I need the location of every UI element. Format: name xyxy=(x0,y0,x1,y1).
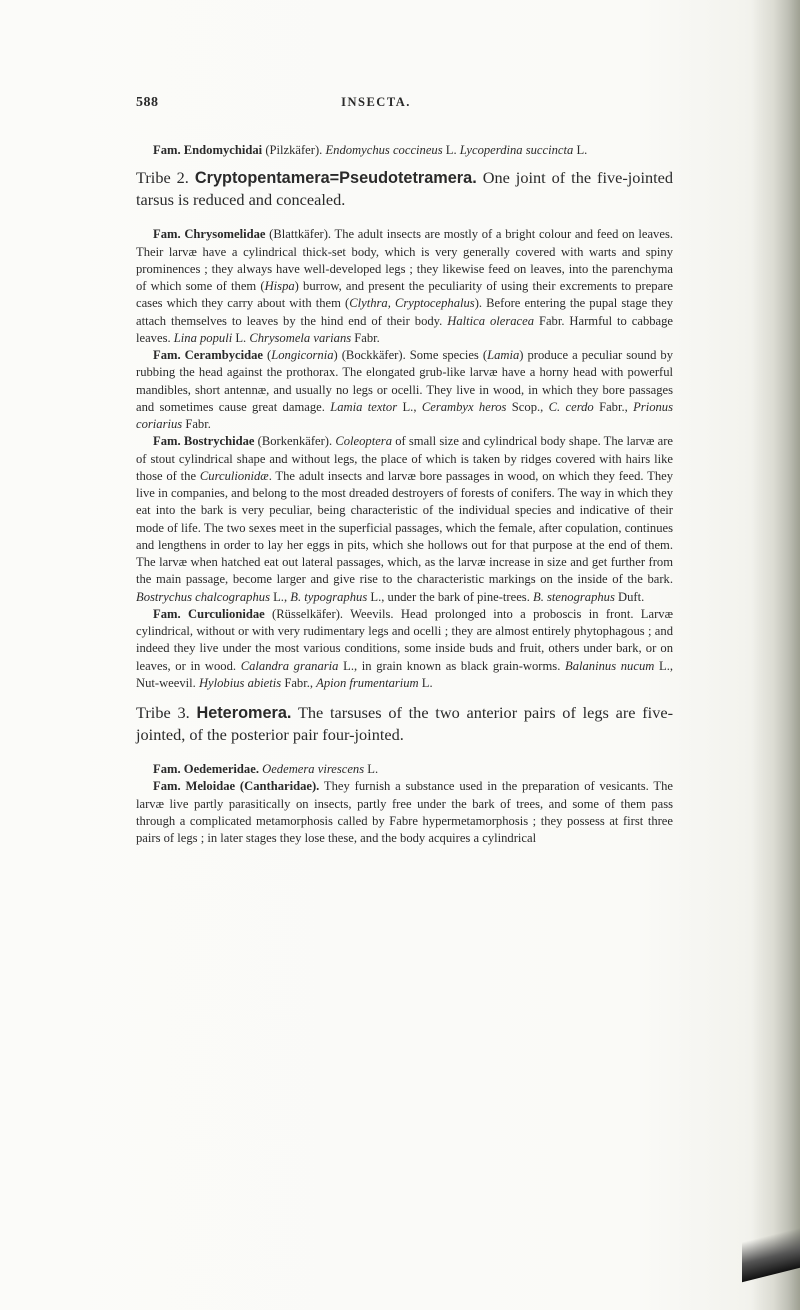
meloidae-paragraph: Fam. Meloidae (Cantharidae). They furnish a substance used in the preparation of vesicants. The larvæ live partly parasitically on insects, partly free under the bark of trees, and some of them pass through a complicated metamorphosis called by Fabre hypermetamorphosis ; they possess at first three pairs of legs ; in later stages they lose these, and the body acquires a cylindrical xyxy=(136,779,673,845)
endomychidae-paragraph: Fam. Endomychidai (Pilzkäfer). Endomychus coccineus L. Lycoperdina succincta L. xyxy=(153,143,588,157)
tribe-3-heading: Tribe 3. Heteromera. The tarsuses of the two anterior pairs of legs are five-jointed, of the posterior pair four-jointed. xyxy=(136,703,673,744)
species-name: Lamia textor xyxy=(330,399,398,414)
page-header xyxy=(136,95,676,113)
family-name: Fam. Meloidae (Cantharidae). xyxy=(153,779,320,794)
species-name: Cerambyx heros xyxy=(421,399,507,414)
species-name: Haltica oleracea xyxy=(447,313,535,328)
page-number: 588 xyxy=(136,95,159,110)
species-name: Lina populi xyxy=(173,330,233,345)
species-name: Prionus coriarius xyxy=(136,399,673,431)
family-name: Fam. Endomychidai xyxy=(153,143,263,157)
species-name: Apion frumentarium xyxy=(316,675,419,690)
species-name: B. typographus xyxy=(290,589,368,604)
page-edge-shadow xyxy=(752,0,800,1310)
page-body xyxy=(136,142,673,847)
family-name: Fam. Curculionidae xyxy=(153,606,265,621)
curculionidae-paragraph: Fam. Curculionidae (Rüsselkäfer). Weevils. Head prolonged into a proboscis in front. Larvæ cylindrical, without or with very rudimentary legs and ocelli ; they are almost entirely phytophagous ; and indeed they live under the most various conditions, some inside buds and fruit, others under bark, or on leaves, or in wood. Calandra granaria L., in grain known as black grain-worms. Balaninus nucum L., Nut-weevil. Hylobius abietis Fabr., Apion frumentarium L. xyxy=(136,606,674,690)
family-name: Fam. Cerambycidae xyxy=(153,348,263,362)
species-name: Oedemera virescens xyxy=(262,762,365,776)
family-name: Fam. Chrysomelidae xyxy=(153,227,266,242)
oedemeridae-paragraph: Fam. Oedemeridae. Oedemera virescens L. xyxy=(153,762,379,776)
chrysomelidae-paragraph: Fam. Chrysomelidae (Blattkäfer). The adult insects are mostly of a bright colour and feed on leaves. Their larvæ have a cylindrical thick-set body, which is very generally covered with warts and spiny prominences ; they always have well-developed legs ; they likewise feed on leaves, into the parenchyma of which some of them (Hispa) burrow, and present the peculiarity of using their excrements to prepare cases which they carry about with them (Clythra, Cryptocephalus). Before entering the pupal stage they attach themselves to leaves by the hind end of their body. Haltica oleracea Fabr. Harmful to cabbage leaves. Lina populi L. Chrysomela varians Fabr. xyxy=(136,227,674,345)
tribe-name: Heteromera. xyxy=(196,704,292,722)
species-name: Lycoperdina succincta xyxy=(459,143,574,157)
species-name: B. stenographus xyxy=(533,589,615,604)
tribe-2-heading: Tribe 2. Cryptopentamera=Pseudotetramera. One joint of the five-jointed tarsus is reduced and concealed. xyxy=(136,168,673,210)
family-name: Fam. Bostrychidae xyxy=(153,434,255,449)
species-name: C. cerdo xyxy=(548,399,594,414)
species-name: Bostrychus chalcographus xyxy=(136,589,270,604)
species-name: Chrysomela varians xyxy=(249,330,352,345)
tribe-name: Cryptopentamera=Pseudotetramera. xyxy=(194,169,477,188)
species-name: Endomychus coccineus xyxy=(325,143,443,157)
bostrychidae-paragraph: Fam. Bostrychidae (Borkenkäfer). Coleoptera of small size and cylindrical body shape. The larvæ are of stout cylindrical shape and without legs, the place of which is taken by ridges covered with hairs like those of the Curculionidæ. The adult insects and larvæ bore passages in wood, on which they feed. They live in companies, and belong to the most dreaded destroyers of forests of conifers. The way in which they eat into the bark is very peculiar, being characteristic of the individual species and indicative of their mode of life. The two sexes meet in the superficial passages, which the female, after copulation, continues and lengthens in order to lay her eggs in pits, which she hollows out for that purpose at the end of them. The larvæ when hatched eat out lateral passages, which, as the larvæ increase in size and get further from the main passage, become larger and give rise to the characteristic markings on the inside of the bark. Bostrychus chalcographus L., B. typographus L., under the bark of pine-trees. B. stenographus Duft. xyxy=(136,434,674,604)
species-name: Balaninus nucum xyxy=(565,658,655,673)
family-name: Fam. Oedemeridae. xyxy=(153,762,259,776)
species-name: Calandra granaria xyxy=(240,658,339,673)
cerambycidae-paragraph: Fam. Cerambycidae (Longicornia) (Bockkäfer). Some species (Lamia) produce a peculiar sound by rubbing the head against the prothorax. The elongated grub-like larvæ have a horny head with powerful mandibles, short antennæ, and usually no legs or ocelli. They live in wood, in which they bore passages and sometimes cause great damage. Lamia textor L., Cerambyx heros Scop., C. cerdo Fabr., Prionus coriarius Fabr. xyxy=(136,348,673,431)
running-head: INSECTA. xyxy=(341,95,411,109)
species-name: Hylobius abietis xyxy=(198,675,282,690)
